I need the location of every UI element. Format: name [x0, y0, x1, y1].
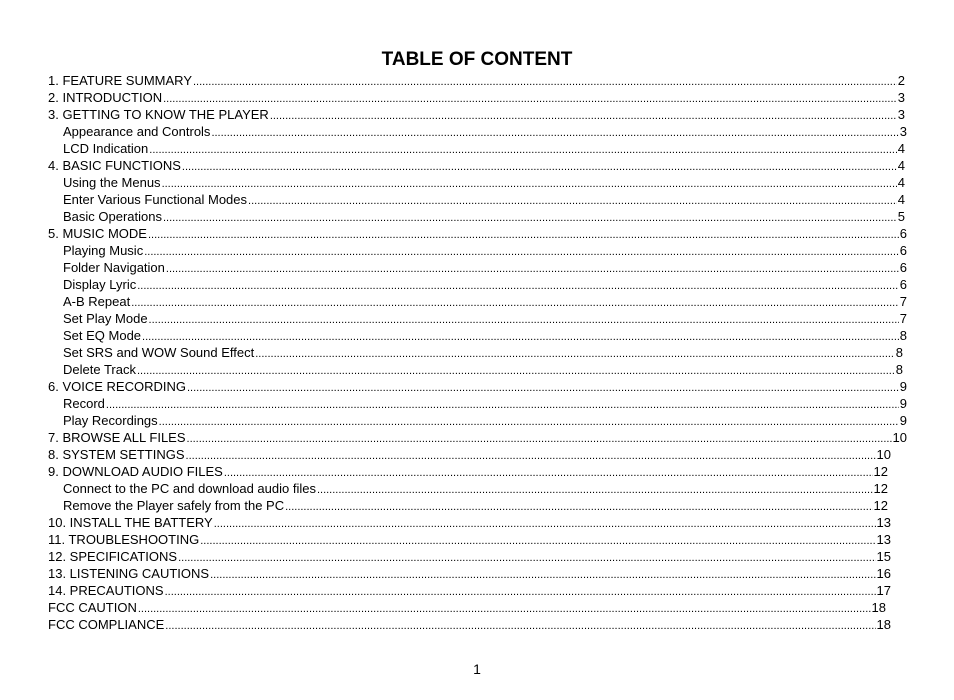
toc-entry-page: 3 — [897, 107, 905, 122]
toc-dot-leader — [193, 74, 897, 89]
toc-entry-page: 17 — [876, 583, 891, 598]
toc-entry-page: 12 — [873, 498, 888, 513]
toc-entry-title: Using the Menus — [63, 175, 161, 190]
toc-entry-title: FCC CAUTION — [48, 600, 137, 615]
toc-entry-title: Connect to the PC and download audio files — [63, 481, 316, 496]
toc-dot-leader — [178, 550, 875, 565]
toc-entry-page: 13 — [876, 515, 891, 530]
toc-entry — [48, 378, 908, 395]
toc-entry-title: 7. BROWSE ALL FILES — [48, 430, 186, 445]
toc-entry-title: A-B Repeat — [63, 294, 131, 309]
toc-entry-page: 7 — [899, 294, 907, 309]
page-title: TABLE OF CONTENT — [381, 49, 573, 70]
page-number: 1 — [473, 661, 481, 677]
toc-entry-page: 7 — [899, 311, 907, 326]
toc-dot-leader — [224, 465, 873, 480]
toc-entry-title: FCC COMPLIANCE — [48, 617, 165, 632]
toc-dot-leader — [165, 584, 876, 599]
toc-entry-page: 3 — [897, 90, 905, 105]
toc-entry-page: 2 — [897, 73, 905, 88]
toc-entry — [48, 293, 908, 310]
toc-entry-title: 9. DOWNLOAD AUDIO FILES — [48, 464, 223, 479]
toc-entry — [48, 599, 908, 616]
toc-entry-title: LCD Indication — [63, 141, 149, 156]
toc-entry — [48, 429, 908, 446]
toc-dot-leader — [211, 125, 898, 140]
toc-entry — [48, 344, 908, 361]
toc-entry-title: Set Play Mode — [63, 311, 148, 326]
toc-entry-page: 10 — [876, 447, 891, 462]
toc-entry — [48, 140, 908, 157]
toc-entry-page: 4 — [897, 141, 905, 156]
toc-entry — [48, 276, 908, 293]
table-of-contents — [48, 72, 908, 633]
toc-entry — [48, 514, 908, 531]
toc-entry-page: 4 — [897, 175, 905, 190]
toc-entry-page: 18 — [871, 600, 886, 615]
toc-dot-leader — [137, 363, 895, 378]
toc-entry — [48, 582, 908, 599]
toc-entry — [48, 361, 908, 378]
toc-entry-title: Record — [63, 396, 105, 411]
toc-entry-page: 8 — [899, 328, 907, 343]
toc-entry-title: 13. LISTENING CAUTIONS — [48, 566, 210, 581]
toc-entry-title: Playing Music — [63, 243, 144, 258]
toc-dot-leader — [144, 244, 899, 259]
toc-entry — [48, 157, 908, 174]
toc-entry — [48, 463, 908, 480]
toc-entry-page: 9 — [899, 396, 907, 411]
toc-entry — [48, 531, 908, 548]
toc-entry-page: 12 — [873, 464, 888, 479]
toc-entry — [48, 259, 908, 276]
toc-entry — [48, 497, 908, 514]
toc-entry — [48, 242, 908, 259]
toc-entry — [48, 72, 908, 89]
toc-entry-page: 8 — [895, 345, 903, 360]
toc-entry — [48, 616, 908, 633]
toc-dot-leader — [149, 142, 896, 157]
toc-entry-page: 18 — [876, 617, 891, 632]
toc-entry-title: Display Lyric — [63, 277, 137, 292]
toc-entry-title: Appearance and Controls — [63, 124, 211, 139]
toc-entry-title: Set SRS and WOW Sound Effect — [63, 345, 255, 360]
toc-entry-page: 15 — [876, 549, 891, 564]
toc-entry-page: 6 — [899, 226, 907, 241]
toc-dot-leader — [317, 482, 873, 497]
toc-entry-page: 4 — [897, 192, 905, 207]
toc-entry-title: 1. FEATURE SUMMARY — [48, 73, 192, 88]
toc-entry — [48, 225, 908, 242]
toc-entry — [48, 310, 908, 327]
toc-entry — [48, 565, 908, 582]
toc-dot-leader — [165, 618, 875, 633]
toc-entry-title: 4. BASIC FUNCTIONS — [48, 158, 181, 173]
toc-entry-page: 10 — [892, 430, 907, 445]
toc-dot-leader — [131, 295, 899, 310]
toc-entry-page: 6 — [899, 260, 907, 275]
toc-dot-leader — [255, 346, 895, 361]
toc-dot-leader — [182, 159, 897, 174]
toc-entry-page: 5 — [897, 209, 905, 224]
toc-entry-title: Basic Operations — [63, 209, 162, 224]
toc-entry — [48, 106, 908, 123]
toc-dot-leader — [210, 567, 875, 582]
toc-dot-leader — [148, 227, 899, 242]
toc-dot-leader — [166, 261, 899, 276]
toc-entry-title: 12. SPECIFICATIONS — [48, 549, 178, 564]
toc-dot-leader — [270, 108, 897, 123]
toc-entry-page: 12 — [873, 481, 888, 496]
toc-dot-leader — [187, 380, 899, 395]
toc-entry — [48, 208, 908, 225]
toc-entry — [48, 548, 908, 565]
toc-dot-leader — [162, 176, 897, 191]
toc-dot-leader — [248, 193, 897, 208]
toc-dot-leader — [149, 312, 899, 327]
toc-entry-title: 8. SYSTEM SETTINGS — [48, 447, 185, 462]
toc-dot-leader — [137, 278, 899, 293]
toc-entry-page: 4 — [897, 158, 905, 173]
toc-entry-title: Enter Various Functional Modes — [63, 192, 248, 207]
toc-entry-title: 10. INSTALL THE BATTERY — [48, 515, 213, 530]
toc-entry-page: 9 — [899, 413, 907, 428]
toc-entry — [48, 123, 908, 140]
toc-dot-leader — [138, 601, 871, 616]
toc-entry-title: 5. MUSIC MODE — [48, 226, 147, 241]
toc-entry-title: 11. TROUBLESHOOTING — [48, 532, 200, 547]
toc-dot-leader — [187, 431, 892, 446]
toc-entry — [48, 480, 908, 497]
toc-entry-page: 16 — [876, 566, 891, 581]
toc-entry-title: 3. GETTING TO KNOW THE PLAYER — [48, 107, 269, 122]
toc-entry-title: 2. INTRODUCTION — [48, 90, 163, 105]
toc-entry-page: 6 — [899, 243, 907, 258]
toc-dot-leader — [159, 414, 899, 429]
toc-entry-title: 14. PRECAUTIONS — [48, 583, 164, 598]
toc-dot-leader — [214, 516, 876, 531]
toc-dot-leader — [163, 210, 897, 225]
toc-entry-page: 6 — [899, 277, 907, 292]
toc-dot-leader — [142, 329, 899, 344]
toc-entry — [48, 191, 908, 208]
toc-dot-leader — [200, 533, 875, 548]
toc-dot-leader — [285, 499, 872, 514]
toc-dot-leader — [163, 91, 897, 106]
toc-entry — [48, 89, 908, 106]
toc-entry — [48, 395, 908, 412]
toc-entry-page: 13 — [876, 532, 891, 547]
toc-entry-page: 3 — [899, 124, 907, 139]
toc-entry — [48, 327, 908, 344]
toc-entry-title: 6. VOICE RECORDING — [48, 379, 186, 394]
toc-entry — [48, 174, 908, 191]
toc-entry-page: 8 — [895, 362, 903, 377]
toc-dot-leader — [106, 397, 899, 412]
toc-entry-title: Remove the Player safely from the PC — [63, 498, 285, 513]
toc-entry-title: Play Recordings — [63, 413, 158, 428]
toc-entry-title: Folder Navigation — [63, 260, 165, 275]
toc-dot-leader — [186, 448, 876, 463]
toc-entry-title: Set EQ Mode — [63, 328, 142, 343]
toc-entry — [48, 446, 908, 463]
toc-entry — [48, 412, 908, 429]
toc-entry-page: 9 — [899, 379, 907, 394]
toc-entry-title: Delete Track — [63, 362, 136, 377]
